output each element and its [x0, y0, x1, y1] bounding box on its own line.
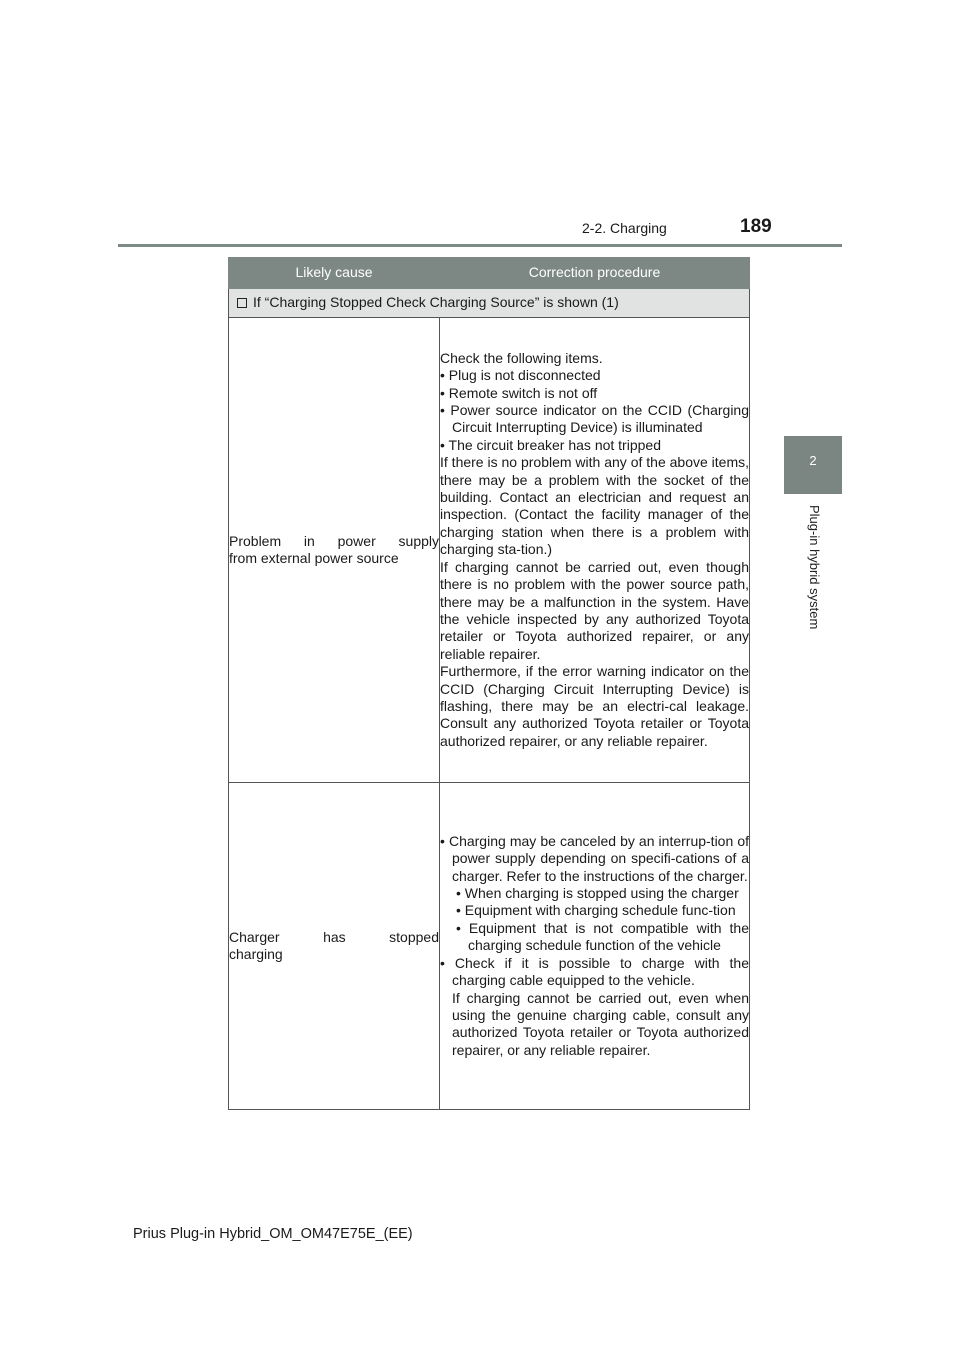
header-divider — [118, 244, 842, 247]
procedure-subbullet: • Equipment that is not compatible with the charging schedule function of the vehicle — [456, 919, 749, 954]
procedure-paragraph: If there is no problem with any of the above items, there may be a problem with the socket of the building. Contact an electrician and request an inspection. (Contact the facility manager of the charging station when there is a problem with charging sta-tion.) — [440, 454, 749, 558]
troubleshooting-table — [228, 257, 750, 1110]
table-subheader-row — [229, 289, 750, 318]
chapter-number: 2 — [809, 453, 817, 468]
cause-cell — [229, 783, 440, 1110]
cause-line: Charger has stopped — [229, 928, 439, 945]
procedure-cell — [440, 783, 750, 1110]
cause-line: charging — [229, 946, 283, 962]
chapter-label: Plug-in hybrid system — [807, 505, 822, 630]
procedure-subbullet: • When charging is stopped using the charger — [456, 885, 739, 902]
table-row — [229, 318, 750, 783]
page-number: 189 — [740, 216, 772, 237]
procedure-bullet: • The circuit breaker has not tripped — [440, 436, 661, 453]
table-row — [229, 783, 750, 1110]
subheader-cell — [229, 289, 750, 318]
procedure-text: Check the following items. — [440, 349, 603, 366]
procedure-continuation: If charging cannot be carried out, even when using the genuine charging cable, consult any authorized Toyota retailer or Toyota authorized repairer, or any reliable repairer. — [452, 989, 749, 1058]
procedure-paragraph: If charging cannot be carried out, even though there is no problem with the power source path, there may be a malfunction in the system. Have the vehicle inspected by any authorized Toyota retailer or Toyota authorized repairer, or any reliable repairer. — [440, 558, 749, 662]
cause-cell — [229, 318, 440, 783]
procedure-bullet: • Charging may be canceled by an interrup-tion of power supply depending on specifi-cations of a charger. Refer to the instructions of the charger. — [440, 832, 749, 884]
procedure-bullet: • Remote switch is not off — [440, 384, 598, 401]
procedure-paragraph: Furthermore, if the error warning indicator on the CCID (Charging Circuit Interrupting Device) is flashing, there may be an electri-cal leakage. Consult any authorized Toyota retailer or Toyota authorized repairer, or any reliable repairer. — [440, 663, 749, 749]
section-title: 2-2. Charging — [582, 220, 667, 236]
cause-line: Problem in power supply — [229, 532, 439, 549]
column-header-correction-procedure: Correction procedure — [440, 258, 750, 289]
cause-line: from external power source — [229, 550, 399, 566]
checkbox-icon — [237, 298, 247, 308]
procedure-cell — [440, 318, 750, 783]
subheader-text: If “Charging Stopped Check Charging Source” is shown (1) — [253, 294, 619, 311]
procedure-subbullet: • Equipment with charging schedule func-tion — [456, 902, 736, 919]
procedure-bullet: • Power source indicator on the CCID (Charging Circuit Interrupting Device) is illuminated — [440, 402, 749, 436]
procedure-bullet: • Check if it is possible to charge with the charging cable equipped to the vehicle. — [440, 954, 749, 989]
procedure-bullet: • Plug is not disconnected — [440, 367, 601, 384]
column-header-likely-cause: Likely cause — [229, 258, 440, 289]
document-footer: Prius Plug-in Hybrid_OM_OM47E75E_(EE) — [133, 1226, 413, 1242]
